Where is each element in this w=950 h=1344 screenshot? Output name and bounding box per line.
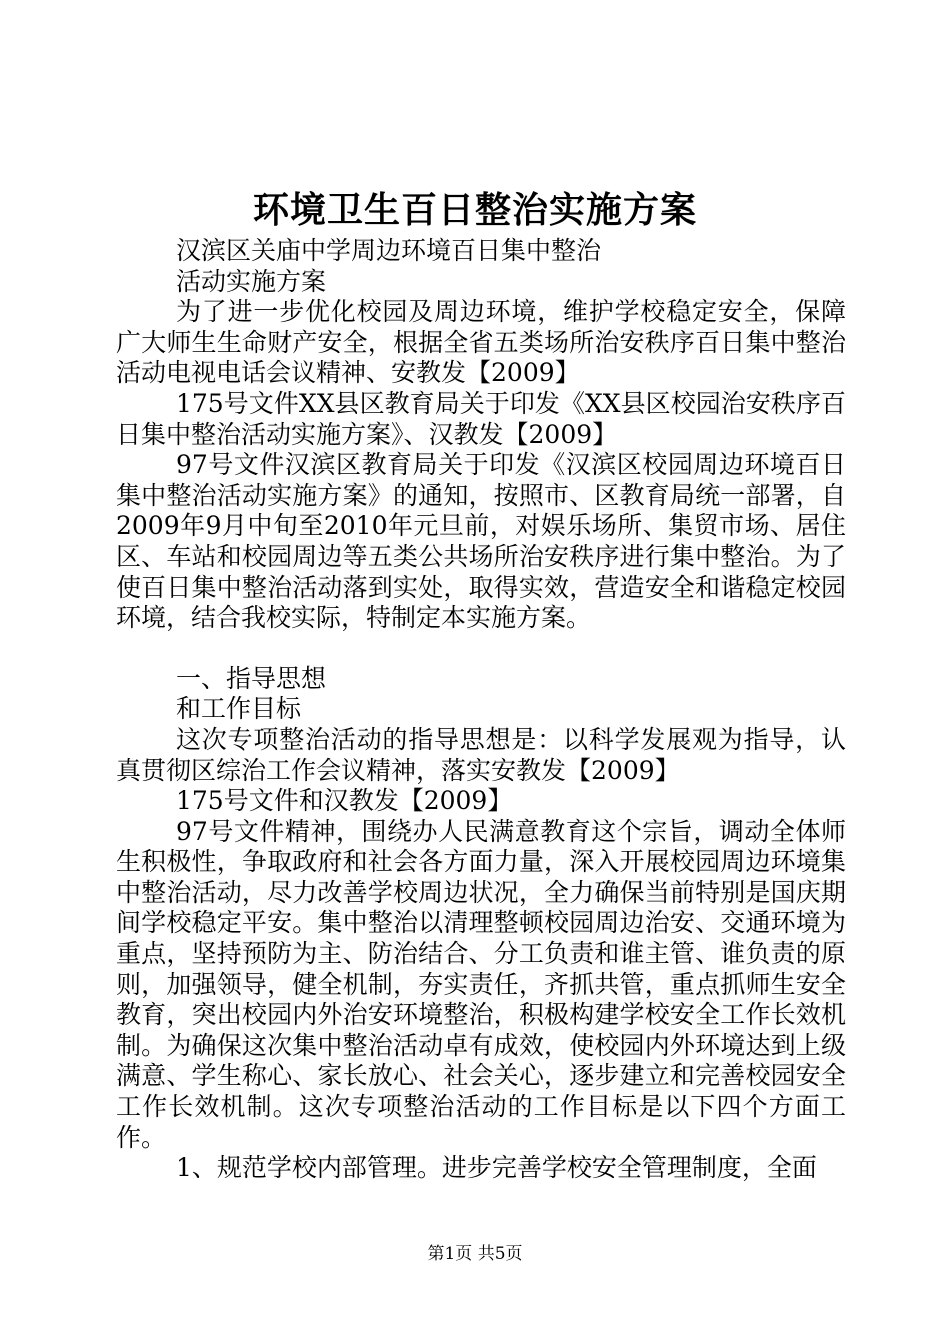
paragraph: 97号文件精神，围绕办人民满意教育这个宗旨，调动全体师生积极性，争取政府和社会各方面力量，深入开展校园周边环境集中整治活动，尽力改善学校周边状况，全力确保当前特别是国庆期间学校稳定平安。集中整治以清理整顿校园周边治安、交通环境为重点，坚持预防为主、防治结合、分工负责和谁主管、谁负责的原则，加强领导，健全机制，夯实责任，齐抓共管，重点抓师生安全教育，突出校园内外治安环境整治，积极构建学校安全工作长效机制。为确保这次集中整治活动卓有成效，使校园内外环境达到上级满意、学生称心、家长放心、社会关心，逐步建立和完善校园安全工作长效机制。这次专项整治活动的工作目标是以下四个方面工作。: [116, 816, 846, 1152]
section-heading: 和工作目标: [176, 694, 302, 724]
paragraph: 97号文件汉滨区教育局关于印发《汉滨区校园周边环境百日集中整治活动实施方案》的通知，按照市、区教育局统一部署，自2009年9月中旬至2010年元旦前，对娱乐场所、集贸市场、居住区、车站和校园周边等五类公共场所治安秩序进行集中整治。为了使百日集中整治活动落到实处，取得实效，营造安全和谐稳定校园环境，结合我校实际，特制定本实施方案。: [116, 450, 846, 633]
paragraph: 汉滨区关庙中学周边环境百日集中整治: [176, 236, 602, 265]
paragraph: 1、规范学校内部管理。进步完善学校安全管理制度，全面: [176, 1153, 817, 1183]
paragraph: 175号文件和汉教发【2009】: [176, 786, 513, 816]
paragraph: 这次专项整治活动的指导思想是：以科学发展观为指导，认真贯彻区综治工作会议精神，落实安教发【2009】: [116, 724, 846, 785]
section-heading: 一、指导思想: [176, 663, 327, 693]
paragraph: 活动实施方案: [176, 266, 327, 296]
paragraph: 175号文件XX县区教育局关于印发《XX县区校园治安秩序百日集中整治活动实施方案》、汉教发【2009】: [116, 388, 846, 449]
document-body: [116, 236, 846, 1184]
page-footer: 第1页 共5页: [427, 1244, 523, 1264]
paragraph: 为了进一步优化校园及周边环境，维护学校稳定安全，保障广大师生生命财产安全，根据全省五类场所治安秩序百日集中整治活动电视电话会议精神、安教发【2009】: [116, 297, 846, 388]
document-title: 环境卫生百日整治实施方案: [252, 189, 697, 231]
